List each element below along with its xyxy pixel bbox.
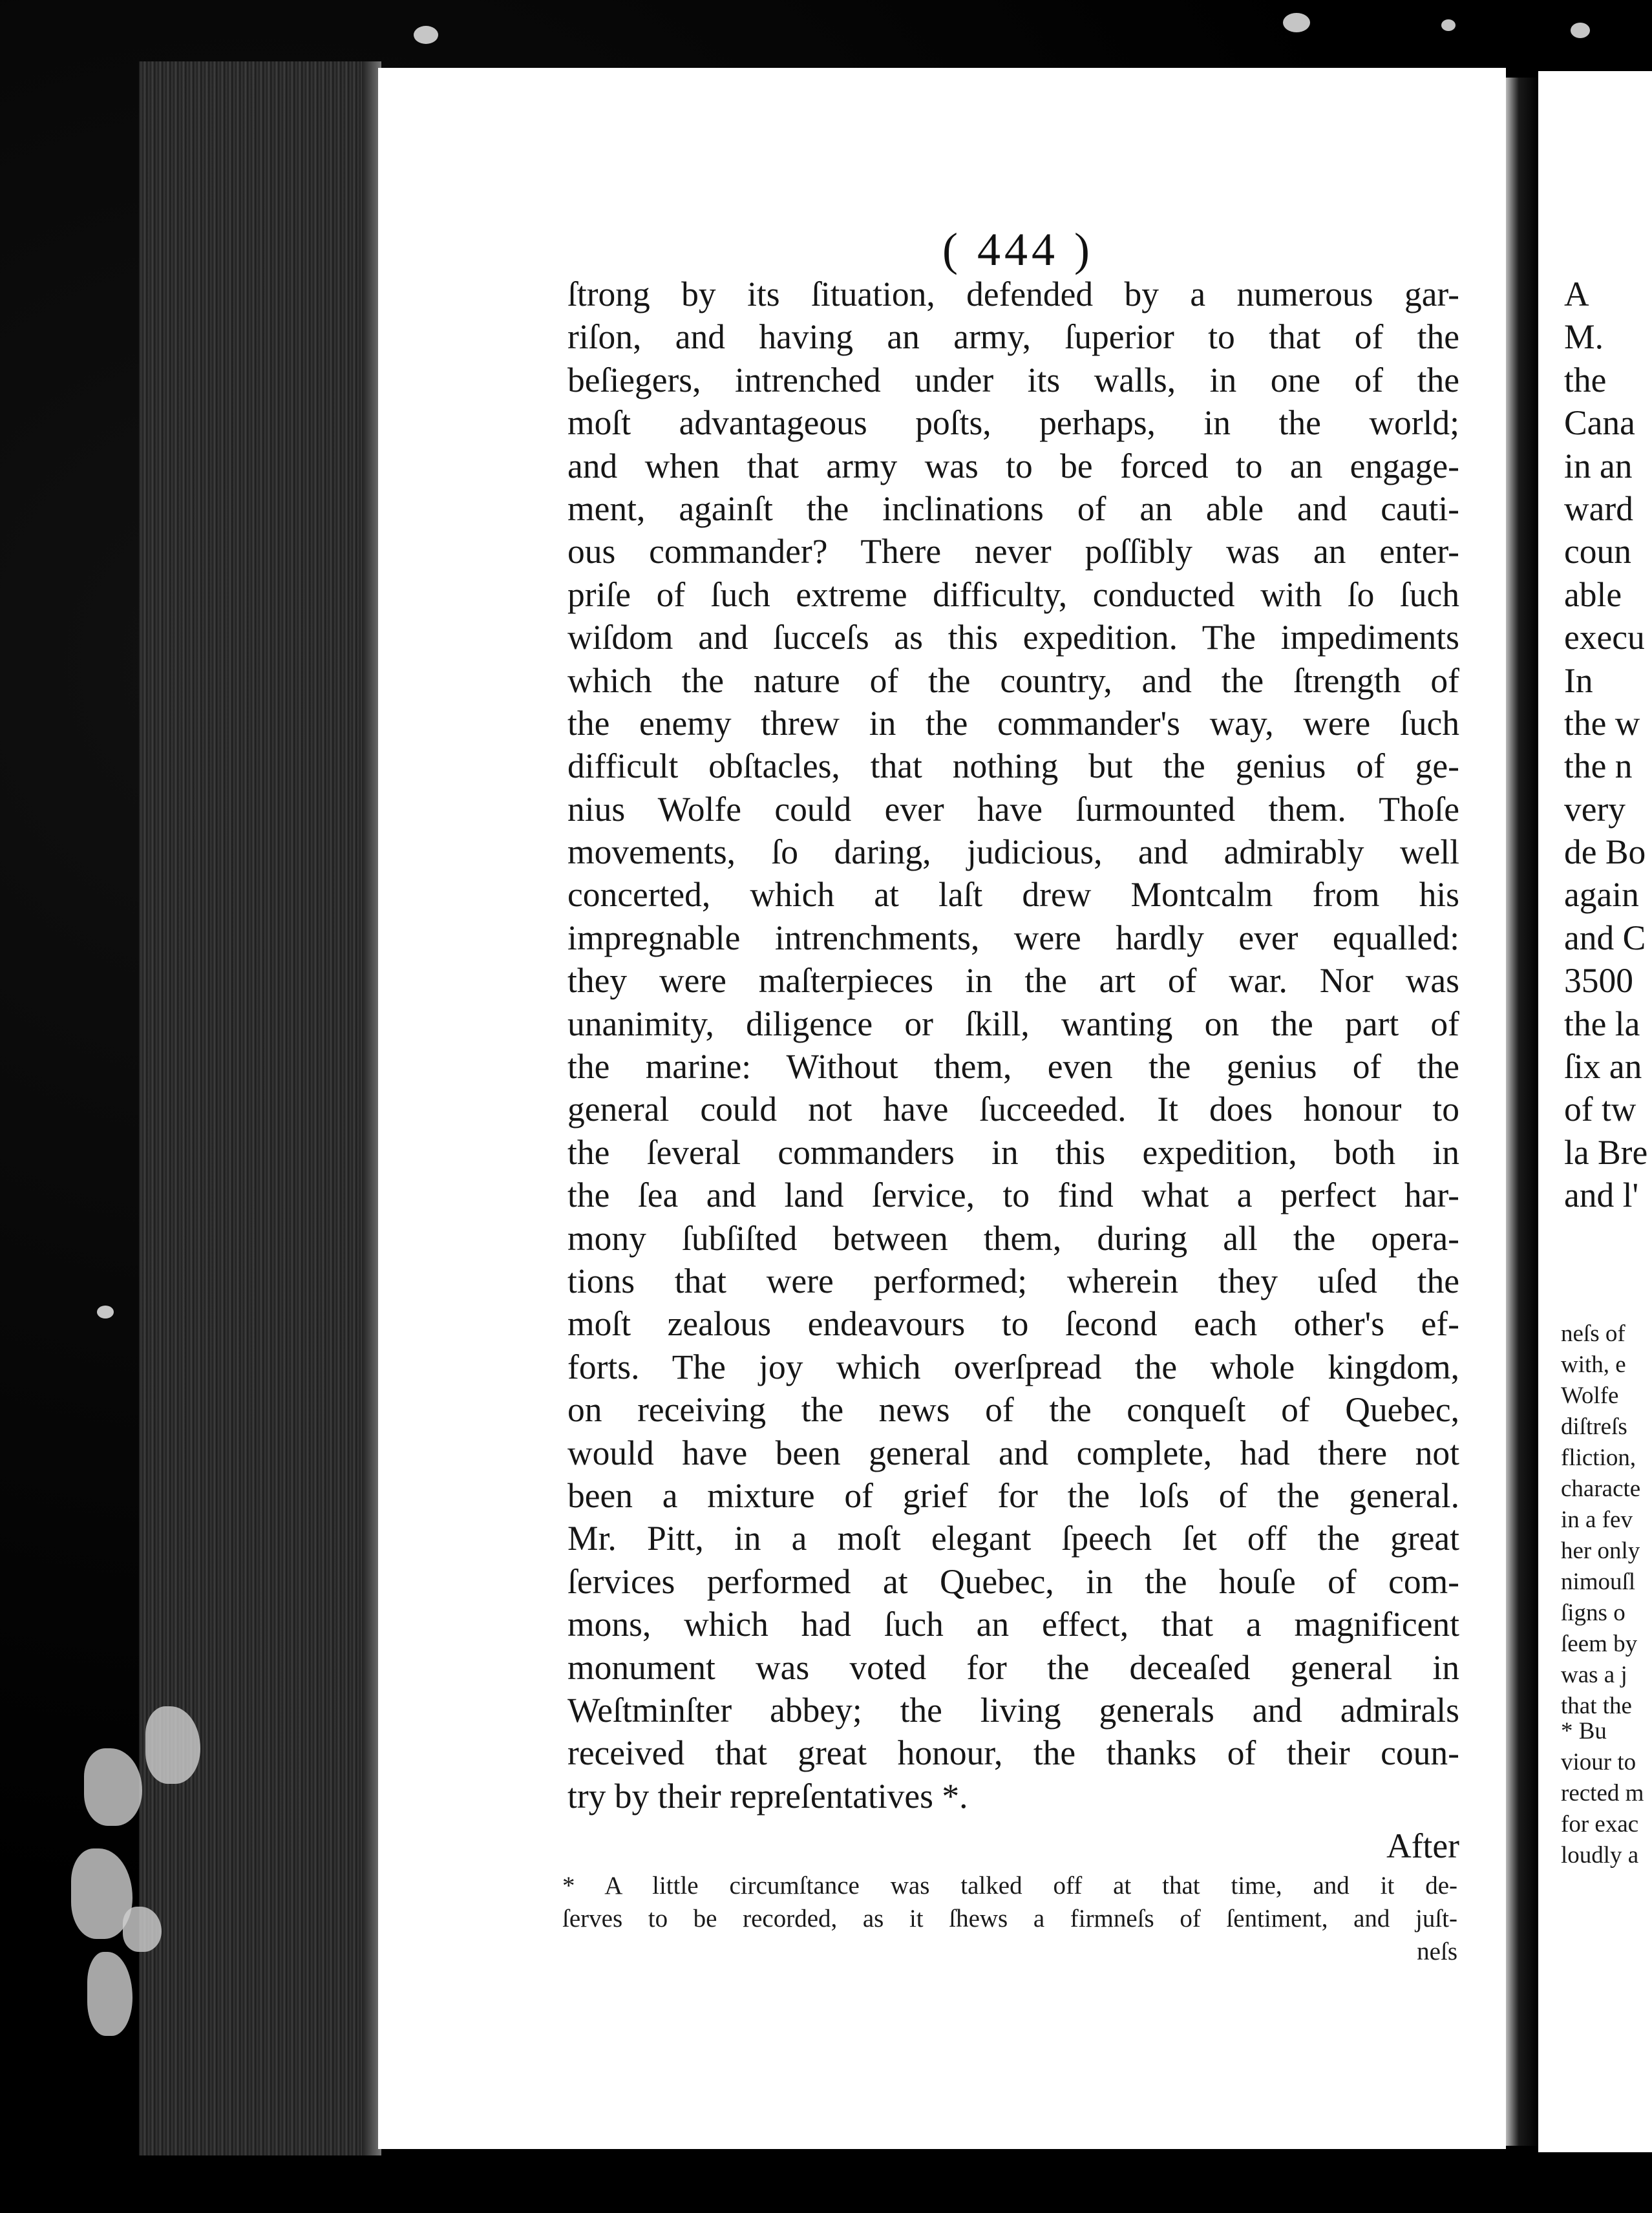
text-line: beſiegers, intrenched under its walls, in one of the: [567, 360, 1459, 399]
text-line: the marine: Without them, even the genius of the: [567, 1047, 1459, 1086]
text-line: execu: [1564, 618, 1645, 657]
text-line: A: [1564, 275, 1589, 313]
text-line: Cana: [1564, 403, 1635, 443]
text-line: which the nature of the country, and the ſtrength of: [567, 661, 1459, 700]
text-line: mony ſubſiſted between them, during all the opera-: [567, 1218, 1459, 1258]
dust-speck: [1441, 19, 1456, 31]
text-line: general could not have ſucceeded. It does honour to: [567, 1090, 1459, 1129]
text-line: ſerves to be recorded, as it ſhews a firmneſs of ſentiment, and juſt-: [562, 1905, 1457, 1932]
dust-speck: [414, 26, 438, 44]
text-line: viour to: [1561, 1749, 1636, 1775]
text-line: unanimity, diligence or ſkill, wanting on the part of: [567, 1004, 1459, 1043]
text-line: the n: [1564, 746, 1633, 786]
text-line: in an: [1564, 446, 1633, 485]
text-line: on receiving the news of the conqueſt of Quebec,: [567, 1390, 1459, 1430]
text-line: for exac: [1561, 1811, 1639, 1837]
text-line: rected m: [1561, 1780, 1644, 1806]
text-line: monument was voted for the deceaſed general in: [567, 1647, 1459, 1687]
text-line: moſt zealous endeavours to ſecond each other's ef-: [567, 1304, 1459, 1344]
dust-speck: [1283, 13, 1310, 32]
text-line: try by their repreſentatives *.: [567, 1776, 968, 1816]
text-line: coun: [1564, 532, 1631, 571]
text-line: fliction,: [1561, 1445, 1636, 1471]
text-line: the la: [1564, 1004, 1640, 1043]
text-line: the enemy threw in the commander's way, were ſuch: [567, 703, 1459, 743]
footnote: [562, 1869, 1457, 1968]
text-line: that the: [1561, 1693, 1632, 1719]
text-line: nius Wolfe could ever have ſurmounted them. Thoſe: [567, 789, 1459, 829]
text-line: and when that army was to be forced to an engage-: [567, 446, 1459, 485]
text-line: * A little circumſtance was talked off at that time, and it de-: [562, 1872, 1457, 1900]
text-line: ward: [1564, 489, 1633, 528]
text-line: her only: [1561, 1538, 1640, 1564]
text-line: characte: [1561, 1476, 1641, 1502]
book-page-edges: [139, 61, 378, 2155]
text-line: ous commander? There never poſſibly was an enter-: [567, 532, 1459, 571]
text-line: de Bo: [1564, 832, 1646, 872]
text-line: again: [1564, 875, 1639, 915]
text-line: would have been general and complete, had there not: [567, 1433, 1459, 1472]
text-line: with, e: [1561, 1351, 1626, 1378]
text-line: forts. The joy which overſpread the whole kingdom,: [567, 1347, 1459, 1386]
text-line: priſe of ſuch extreme difficulty, conducted with ſo ſuch: [567, 575, 1459, 614]
text-line: concerted, which at laſt drew Montcalm from his: [567, 875, 1459, 915]
text-line: moſt advantageous poſts, perhaps, in the world;: [567, 403, 1459, 443]
text-line: impregnable intrenchments, were hardly ever equalled:: [567, 918, 1459, 957]
text-line: ment, againſt the inclinations of an able and cauti-: [567, 489, 1459, 528]
text-line: diſtreſs: [1561, 1414, 1627, 1440]
text-line: * Bu: [1561, 1718, 1607, 1744]
text-line: neſs of: [1561, 1320, 1626, 1347]
text-line: ſtrong by its ſituation, defended by a numerous gar-: [567, 275, 1459, 313]
text-line: Mr. Pitt, in a moſt elegant ſpeech ſet off the great: [567, 1519, 1459, 1558]
text-line: Wolfe: [1561, 1382, 1619, 1409]
text-line: the: [1564, 360, 1607, 399]
text-line: received that great honour, the thanks of their coun-: [567, 1733, 1459, 1773]
text-line: loudly a: [1561, 1842, 1639, 1869]
text-line: 3500: [1564, 961, 1633, 1001]
body-text: [567, 273, 1459, 1817]
text-line: la Bre: [1564, 1132, 1648, 1172]
dust-speck: [97, 1306, 114, 1318]
facing-page-text: [1564, 273, 1652, 1217]
text-line: ſervices performed at Quebec, in the houſe of com-: [567, 1562, 1459, 1601]
book-gutter: [1506, 78, 1538, 2146]
text-line: wiſdom and ſucceſs as this expedition. The impediments: [567, 618, 1459, 657]
text-line: riſon, and having an army, ſuperior to that of the: [567, 317, 1459, 357]
text-line: been a mixture of grief for the loſs of the general.: [567, 1476, 1459, 1515]
facing-page-footnote: [1561, 1318, 1651, 1722]
text-line: movements, ſo daring, judicious, and admirably well: [567, 832, 1459, 872]
text-line: In: [1564, 661, 1593, 700]
text-line: ſigns o: [1561, 1600, 1626, 1626]
text-line: mons, which had ſuch an effect, that a magnificent: [567, 1605, 1459, 1644]
text-line: able: [1564, 575, 1622, 614]
text-line: nimouſl: [1561, 1569, 1636, 1595]
catchword: After: [1386, 1827, 1459, 1865]
text-line: tions that were performed; wherein they uſed the: [567, 1261, 1459, 1300]
text-line: difficult obſtacles, that nothing but the genius of ge-: [567, 746, 1459, 786]
text-line: ſeem by: [1561, 1631, 1638, 1657]
text-line: of tw: [1564, 1090, 1636, 1129]
dust-speck: [1571, 23, 1590, 38]
text-line: they were maſterpieces in the art of war. Nor was: [567, 961, 1459, 1001]
text-line: neſs: [1417, 1938, 1457, 1965]
text-line: the ſea and land ſervice, to find what a perfect har-: [567, 1176, 1459, 1215]
page-number: ( 444 ): [942, 224, 1094, 275]
text-line: the w: [1564, 703, 1640, 743]
text-line: M.: [1564, 317, 1604, 357]
text-line: was a j: [1561, 1662, 1627, 1688]
text-line: in a fev: [1561, 1507, 1633, 1533]
text-line: and C: [1564, 918, 1646, 957]
text-line: very: [1564, 789, 1626, 829]
text-line: and l': [1564, 1176, 1639, 1215]
facing-page-footnote-2: [1561, 1716, 1651, 1871]
text-line: the ſeveral commanders in this expedition, both in: [567, 1132, 1459, 1172]
text-line: ſix an: [1564, 1047, 1642, 1086]
text-line: Weſtminſter abbey; the living generals and admirals: [567, 1690, 1459, 1730]
